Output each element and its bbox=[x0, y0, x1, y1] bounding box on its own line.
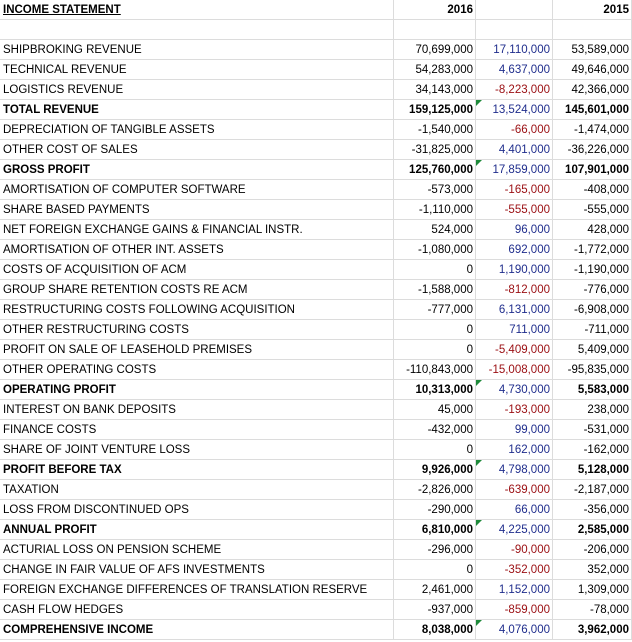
value-2015[interactable]: 5,128,000 bbox=[553, 460, 632, 480]
value-difference[interactable]: -5,409,000 bbox=[476, 340, 553, 360]
value-2016[interactable]: 70,699,000 bbox=[394, 40, 476, 60]
value-2015[interactable]: -776,000 bbox=[553, 280, 632, 300]
value-difference[interactable]: -859,000 bbox=[476, 600, 553, 620]
column-header-2016[interactable]: 2016 bbox=[394, 0, 476, 20]
value-2015[interactable]: 53,589,000 bbox=[553, 40, 632, 60]
table-row bbox=[0, 100, 632, 120]
value-2016[interactable]: -1,080,000 bbox=[394, 240, 476, 260]
row-label[interactable]: TAXATION bbox=[0, 480, 394, 500]
value-difference[interactable]: 96,000 bbox=[476, 220, 553, 240]
value-difference[interactable]: -8,223,000 bbox=[476, 80, 553, 100]
value-2015[interactable]: 238,000 bbox=[553, 400, 632, 420]
table-row bbox=[0, 180, 632, 200]
row-label[interactable]: SHARE OF JOINT VENTURE LOSS bbox=[0, 440, 394, 460]
column-header-difference[interactable] bbox=[476, 0, 553, 20]
table-row bbox=[0, 580, 632, 600]
value-2016[interactable]: 2,461,000 bbox=[394, 580, 476, 600]
table-row bbox=[0, 400, 632, 420]
value-2015[interactable]: -162,000 bbox=[553, 440, 632, 460]
row-label[interactable]: DEPRECIATION OF TANGIBLE ASSETS bbox=[0, 120, 394, 140]
value-difference[interactable]: -15,008,000 bbox=[476, 360, 553, 380]
value-difference[interactable]: 99,000 bbox=[476, 420, 553, 440]
row-label[interactable]: GROSS PROFIT bbox=[0, 160, 394, 180]
value-2015[interactable]: 107,901,000 bbox=[553, 160, 632, 180]
value-difference[interactable]: -812,000 bbox=[476, 280, 553, 300]
value-difference[interactable]: -193,000 bbox=[476, 400, 553, 420]
value-2015[interactable]: -1,772,000 bbox=[553, 240, 632, 260]
row-label[interactable]: PROFIT BEFORE TAX bbox=[0, 460, 394, 480]
value-2016[interactable]: 524,000 bbox=[394, 220, 476, 240]
table-row bbox=[0, 260, 632, 280]
value-difference[interactable]: 4,637,000 bbox=[476, 60, 553, 80]
cell-comment-marker-icon bbox=[476, 460, 482, 466]
row-label[interactable]: COSTS OF ACQUISITION OF ACM bbox=[0, 260, 394, 280]
value-difference[interactable]: 4,798,000 bbox=[476, 460, 553, 480]
table-row bbox=[0, 240, 632, 260]
value-difference[interactable]: 162,000 bbox=[476, 440, 553, 460]
table-row bbox=[0, 440, 632, 460]
value-2016[interactable]: -573,000 bbox=[394, 180, 476, 200]
row-label[interactable]: NET FOREIGN EXCHANGE GAINS & FINANCIAL INSTR. bbox=[0, 220, 394, 240]
value-2016[interactable]: -1,110,000 bbox=[394, 200, 476, 220]
row-label[interactable]: FINANCE COSTS bbox=[0, 420, 394, 440]
row-label[interactable]: LOGISTICS REVENUE bbox=[0, 80, 394, 100]
table-row bbox=[0, 500, 632, 520]
value-2016[interactable]: -777,000 bbox=[394, 300, 476, 320]
value-2016[interactable]: 8,038,000 bbox=[394, 620, 476, 640]
blank-row bbox=[0, 20, 632, 40]
value-difference[interactable]: 13,524,000 bbox=[476, 100, 553, 120]
table-row bbox=[0, 460, 632, 480]
value-difference[interactable]: 4,730,000 bbox=[476, 380, 553, 400]
table-row bbox=[0, 560, 632, 580]
row-label[interactable]: ANNUAL PROFIT bbox=[0, 520, 394, 540]
value-difference[interactable]: -555,000 bbox=[476, 200, 553, 220]
value-2016[interactable]: -937,000 bbox=[394, 600, 476, 620]
row-label[interactable]: OPERATING PROFIT bbox=[0, 380, 394, 400]
value-difference[interactable]: 4,076,000 bbox=[476, 620, 553, 640]
value-difference[interactable]: -66,000 bbox=[476, 120, 553, 140]
value-difference[interactable]: -639,000 bbox=[476, 480, 553, 500]
value-2015[interactable]: 1,309,000 bbox=[553, 580, 632, 600]
value-2015[interactable]: 49,646,000 bbox=[553, 60, 632, 80]
value-2015[interactable]: -95,835,000 bbox=[553, 360, 632, 380]
table-row bbox=[0, 80, 632, 100]
row-label[interactable]: TECHNICAL REVENUE bbox=[0, 60, 394, 80]
row-label[interactable]: OTHER RESTRUCTURING COSTS bbox=[0, 320, 394, 340]
value-2015[interactable]: 428,000 bbox=[553, 220, 632, 240]
value-difference[interactable]: 17,859,000 bbox=[476, 160, 553, 180]
row-label[interactable]: CASH FLOW HEDGES bbox=[0, 600, 394, 620]
table-row bbox=[0, 360, 632, 380]
row-label[interactable]: FOREIGN EXCHANGE DIFFERENCES OF TRANSLATION RESERVE bbox=[0, 580, 394, 600]
table-row bbox=[0, 620, 632, 640]
value-2015[interactable]: 2,585,000 bbox=[553, 520, 632, 540]
value-2016[interactable]: -31,825,000 bbox=[394, 140, 476, 160]
value-2015[interactable]: -356,000 bbox=[553, 500, 632, 520]
table-row bbox=[0, 120, 632, 140]
value-2016[interactable]: 0 bbox=[394, 560, 476, 580]
value-difference[interactable]: 1,152,000 bbox=[476, 580, 553, 600]
value-2016[interactable]: 54,283,000 bbox=[394, 60, 476, 80]
row-label[interactable]: LOSS FROM DISCONTINUED OPS bbox=[0, 500, 394, 520]
value-2015[interactable]: 5,409,000 bbox=[553, 340, 632, 360]
row-label[interactable]: INTEREST ON BANK DEPOSITS bbox=[0, 400, 394, 420]
row-label[interactable]: TOTAL REVENUE bbox=[0, 100, 394, 120]
row-label[interactable]: GROUP SHARE RETENTION COSTS RE ACM bbox=[0, 280, 394, 300]
value-2016[interactable]: 159,125,000 bbox=[394, 100, 476, 120]
value-2016[interactable]: -2,826,000 bbox=[394, 480, 476, 500]
table-row bbox=[0, 380, 632, 400]
value-2015[interactable]: 5,583,000 bbox=[553, 380, 632, 400]
value-difference[interactable]: -90,000 bbox=[476, 540, 553, 560]
blank-cell[interactable] bbox=[0, 20, 394, 40]
value-2016[interactable]: -296,000 bbox=[394, 540, 476, 560]
value-2016[interactable]: -1,540,000 bbox=[394, 120, 476, 140]
value-2015[interactable]: -1,474,000 bbox=[553, 120, 632, 140]
sheet-title[interactable]: INCOME STATEMENT bbox=[0, 0, 394, 20]
value-2015[interactable]: -36,226,000 bbox=[553, 140, 632, 160]
table-row bbox=[0, 200, 632, 220]
table-row bbox=[0, 320, 632, 340]
value-2016[interactable]: 9,926,000 bbox=[394, 460, 476, 480]
value-2015[interactable]: 3,962,000 bbox=[553, 620, 632, 640]
value-2015[interactable]: -408,000 bbox=[553, 180, 632, 200]
header-row bbox=[0, 0, 632, 20]
value-2015[interactable]: -6,908,000 bbox=[553, 300, 632, 320]
cell-comment-marker-icon bbox=[476, 620, 482, 626]
table-row bbox=[0, 420, 632, 440]
table-row bbox=[0, 300, 632, 320]
value-2016[interactable]: 0 bbox=[394, 340, 476, 360]
value-2016[interactable]: 45,000 bbox=[394, 400, 476, 420]
row-label[interactable]: SHARE BASED PAYMENTS bbox=[0, 200, 394, 220]
value-2015[interactable]: -711,000 bbox=[553, 320, 632, 340]
value-2015[interactable]: -2,187,000 bbox=[553, 480, 632, 500]
blank-cell[interactable] bbox=[394, 20, 476, 40]
value-2015[interactable]: -78,000 bbox=[553, 600, 632, 620]
value-difference[interactable]: 4,401,000 bbox=[476, 140, 553, 160]
value-2016[interactable]: 0 bbox=[394, 440, 476, 460]
value-2016[interactable]: 6,810,000 bbox=[394, 520, 476, 540]
table-row bbox=[0, 520, 632, 540]
table-row bbox=[0, 340, 632, 360]
value-2015[interactable]: 145,601,000 bbox=[553, 100, 632, 120]
value-2015[interactable]: -555,000 bbox=[553, 200, 632, 220]
value-2015[interactable]: -206,000 bbox=[553, 540, 632, 560]
value-2015[interactable]: 42,366,000 bbox=[553, 80, 632, 100]
value-difference[interactable]: 6,131,000 bbox=[476, 300, 553, 320]
value-2016[interactable]: -432,000 bbox=[394, 420, 476, 440]
row-label[interactable]: PROFIT ON SALE OF LEASEHOLD PREMISES bbox=[0, 340, 394, 360]
cell-comment-marker-icon bbox=[476, 160, 482, 166]
row-label[interactable]: AMORTISATION OF COMPUTER SOFTWARE bbox=[0, 180, 394, 200]
value-difference[interactable]: 692,000 bbox=[476, 240, 553, 260]
table-row bbox=[0, 540, 632, 560]
value-difference[interactable]: 711,000 bbox=[476, 320, 553, 340]
row-label[interactable]: AMORTISATION OF OTHER INT. ASSETS bbox=[0, 240, 394, 260]
table-row bbox=[0, 40, 632, 60]
row-label[interactable]: CHANGE IN FAIR VALUE OF AFS INVESTMENTS bbox=[0, 560, 394, 580]
value-2015[interactable]: -1,190,000 bbox=[553, 260, 632, 280]
value-2016[interactable]: -290,000 bbox=[394, 500, 476, 520]
value-2016[interactable]: -1,588,000 bbox=[394, 280, 476, 300]
row-label[interactable]: OTHER COST OF SALES bbox=[0, 140, 394, 160]
cell-comment-marker-icon bbox=[476, 380, 482, 386]
table-row bbox=[0, 600, 632, 620]
value-2016[interactable]: 0 bbox=[394, 260, 476, 280]
table-row bbox=[0, 480, 632, 500]
blank-cell[interactable] bbox=[476, 20, 553, 40]
value-2015[interactable]: 352,000 bbox=[553, 560, 632, 580]
row-label[interactable]: COMPREHENSIVE INCOME bbox=[0, 620, 394, 640]
value-difference[interactable]: 66,000 bbox=[476, 500, 553, 520]
value-2016[interactable]: -110,843,000 bbox=[394, 360, 476, 380]
row-label[interactable]: SHIPBROKING REVENUE bbox=[0, 40, 394, 60]
table-row bbox=[0, 140, 632, 160]
row-label[interactable]: ACTURIAL LOSS ON PENSION SCHEME bbox=[0, 540, 394, 560]
cell-comment-marker-icon bbox=[476, 520, 482, 526]
table-row bbox=[0, 160, 632, 180]
value-2016[interactable]: 10,313,000 bbox=[394, 380, 476, 400]
value-2015[interactable]: -531,000 bbox=[553, 420, 632, 440]
value-difference[interactable]: 1,190,000 bbox=[476, 260, 553, 280]
table-row bbox=[0, 220, 632, 240]
value-difference[interactable]: -165,000 bbox=[476, 180, 553, 200]
value-2016[interactable]: 125,760,000 bbox=[394, 160, 476, 180]
blank-cell[interactable] bbox=[553, 20, 632, 40]
value-difference[interactable]: 4,225,000 bbox=[476, 520, 553, 540]
value-2016[interactable]: 0 bbox=[394, 320, 476, 340]
value-2016[interactable]: 34,143,000 bbox=[394, 80, 476, 100]
column-header-2015[interactable]: 2015 bbox=[553, 0, 632, 20]
value-difference[interactable]: 17,110,000 bbox=[476, 40, 553, 60]
table-row bbox=[0, 280, 632, 300]
table-row bbox=[0, 60, 632, 80]
row-label[interactable]: OTHER OPERATING COSTS bbox=[0, 360, 394, 380]
row-label[interactable]: RESTRUCTURING COSTS FOLLOWING ACQUISITION bbox=[0, 300, 394, 320]
cell-comment-marker-icon bbox=[476, 100, 482, 106]
value-difference[interactable]: -352,000 bbox=[476, 560, 553, 580]
